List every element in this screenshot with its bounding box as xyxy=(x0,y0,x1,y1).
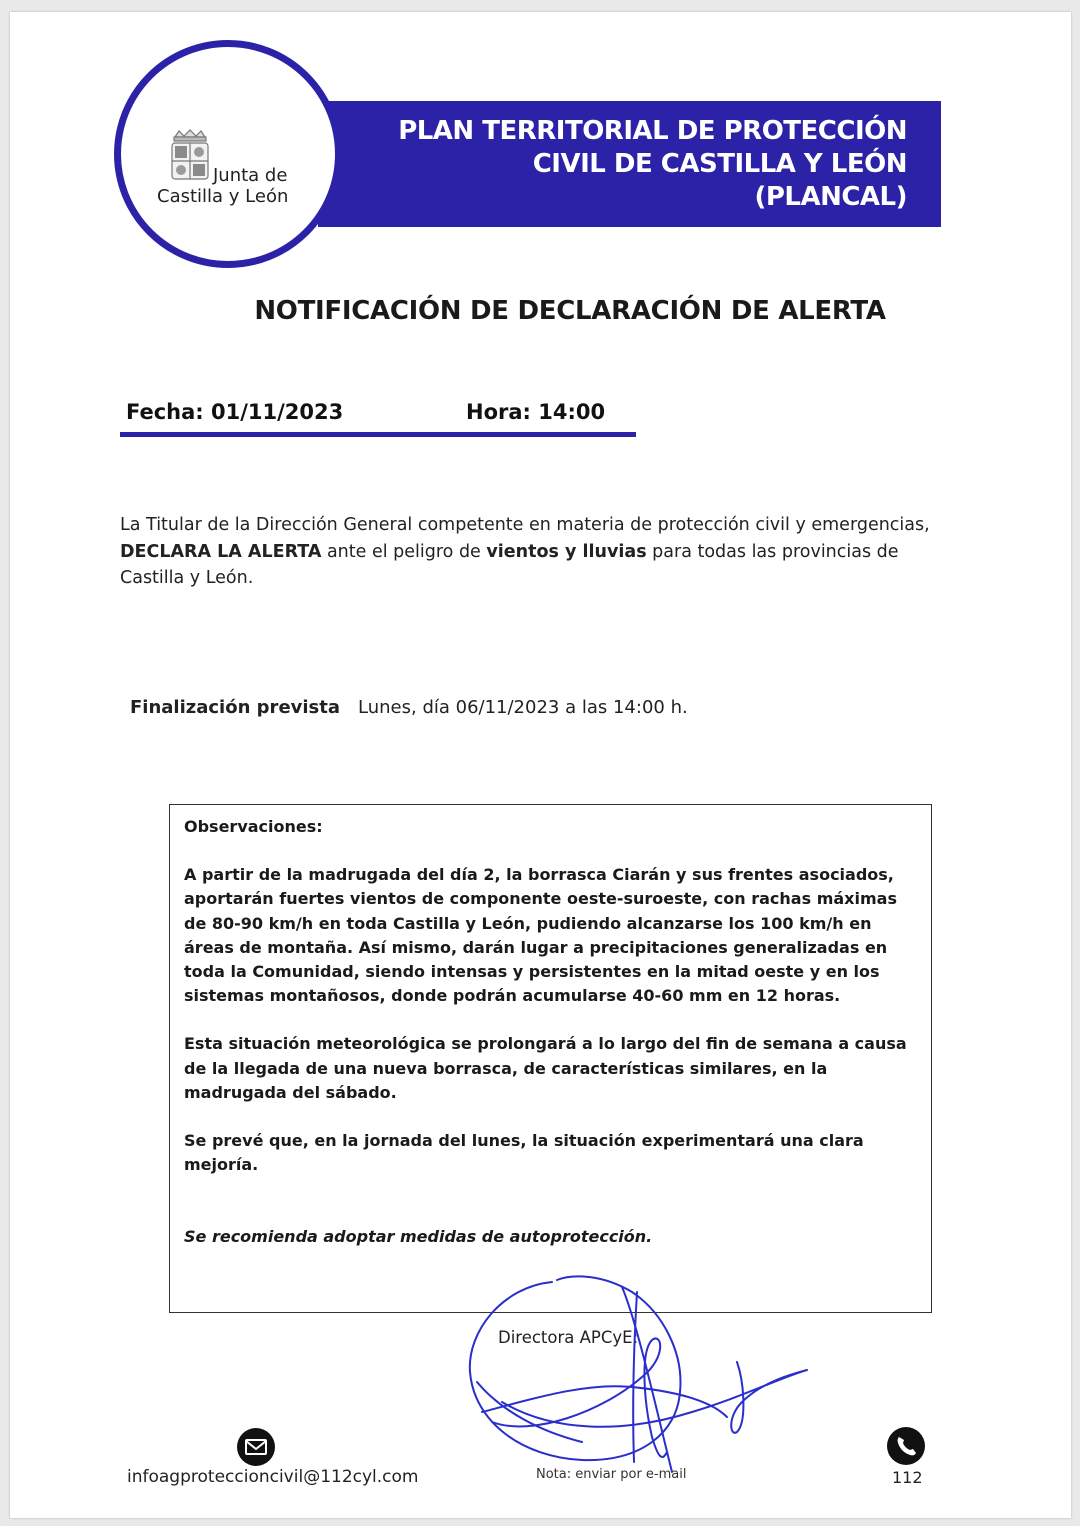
date-underline xyxy=(120,432,636,437)
logo-text xyxy=(157,165,288,207)
observations-heading: Observaciones: xyxy=(184,817,323,836)
banner-line-2: CIVIL DE CASTILLA Y LEÓN xyxy=(532,149,907,179)
banner-line-1: PLAN TERRITORIAL DE PROTECCIÓN xyxy=(398,116,907,146)
observations-paragraph-2: Esta situación meteorológica se prolongará a lo largo del fin de semana a causa de la llegada de una nueva borrasca, de características similares, en la madrugada del sábado. xyxy=(184,1034,907,1102)
declaration-bold-1: DECLARA LA ALERTA xyxy=(120,541,322,562)
signature-role: Directora APCyE: xyxy=(498,1328,639,1347)
date-label: Fecha: 01/11/2023 xyxy=(126,400,344,424)
document-title: NOTIFICACIÓN DE DECLARACIÓN DE ALERTA xyxy=(254,296,886,326)
end-date-label: Finalización prevista xyxy=(130,697,341,718)
envelope-icon xyxy=(236,1427,276,1467)
banner-title xyxy=(398,115,907,214)
contact-email[interactable]: infoagproteccioncivil@112cyl.com xyxy=(127,1467,419,1487)
observations-paragraph-3: Se prevé que, en la jornada del lunes, la situación experimentará una clara mejoría. xyxy=(184,1131,864,1175)
declaration-text-1: La Titular de la Dirección General competente en materia de protección civil y emergencias, xyxy=(120,515,930,535)
recommendation-text: Se recomienda adoptar medidas de autoprotección. xyxy=(184,1227,653,1247)
logo-line-2: Castilla y León xyxy=(157,186,289,207)
end-date-row xyxy=(130,697,688,718)
end-date-value: Lunes, día 06/11/2023 a las 14:00 h. xyxy=(358,697,688,718)
logo-line-1: Junta de xyxy=(213,165,288,186)
observations-content xyxy=(184,815,919,1274)
observations-box xyxy=(169,804,932,1313)
declaration-text-2: ante el peligro de xyxy=(321,541,487,562)
banner-line-3: (PLANCAL) xyxy=(754,182,907,212)
declaration-bold-2: vientos y lluvias xyxy=(486,541,647,562)
contact-phone[interactable]: 112 xyxy=(892,1468,923,1487)
note-text: Nota: enviar por e-mail xyxy=(536,1467,687,1482)
signature-scribble xyxy=(462,1262,822,1492)
phone-icon xyxy=(886,1426,926,1466)
declaration-text-3: para todas las provincias de Castilla y León. xyxy=(120,541,899,588)
declaration-paragraph xyxy=(120,512,950,592)
logo-circle xyxy=(114,40,342,268)
time-label: Hora: 14:00 xyxy=(466,400,606,424)
header-banner xyxy=(318,101,941,227)
observations-paragraph-1: A partir de la madrugada del día 2, la borrasca Ciarán y sus frentes asociados, aportarán fuertes vientos de componente oeste-suroeste, con rachas máximas de 80-90 km/h en toda Castilla y León, pudiendo alcanzarse los 100 km/h en áreas de montaña. Así mismo, darán lugar a precipitaciones generalizadas en toda la Comunidad, siendo intensas y persistentes en la mitad oeste y en los sistemas montañosos, donde podrán acumularse 40-60 mm en 12 horas. xyxy=(184,865,897,1006)
